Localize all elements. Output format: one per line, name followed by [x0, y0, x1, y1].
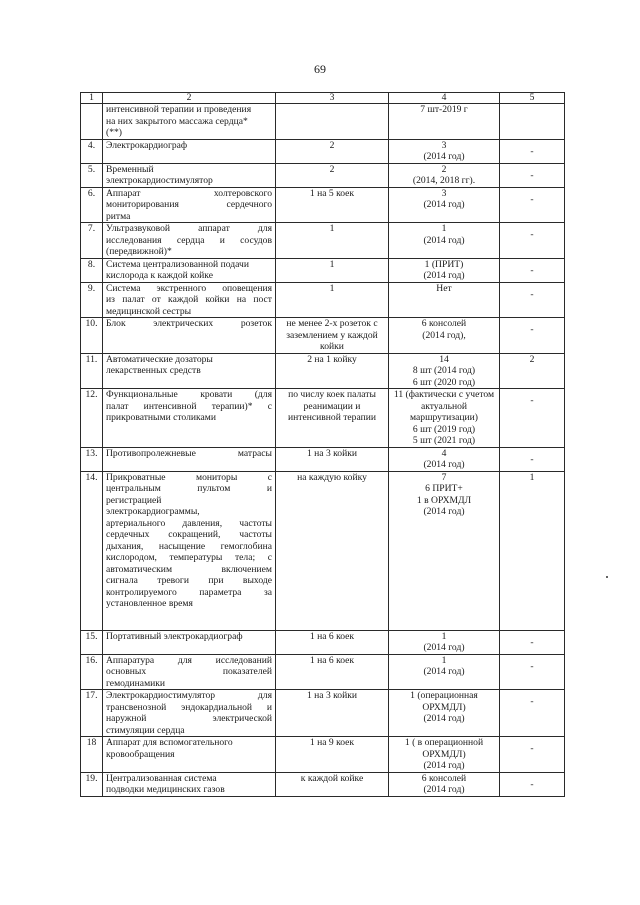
actual-quantity-line: 6 шт (2020 год): [412, 376, 476, 388]
shortage-quantity: -: [500, 447, 565, 471]
shortage-quantity: -: [500, 318, 565, 354]
actual-quantity-line: (2014 год): [423, 713, 465, 724]
equipment-name-line: Временный: [106, 163, 154, 175]
row-number: 12.: [81, 389, 103, 448]
shortage-quantity: -: [500, 163, 565, 187]
row-number: 18: [81, 737, 103, 773]
actual-quantity-line: 6 шт (2019 год): [412, 423, 476, 435]
table-row: [81, 630, 565, 654]
equipment-name-line: основных показателей: [106, 666, 272, 677]
required-quantity-line: 2: [329, 139, 335, 151]
required-quantity: [276, 104, 389, 140]
shortage-quantity: -: [500, 630, 565, 654]
equipment-name: [103, 139, 276, 163]
table-row: [81, 690, 565, 737]
row-number: [81, 104, 103, 140]
equipment-name: [103, 389, 276, 448]
actual-quantity-line: 6 консолей: [421, 772, 467, 784]
table-row: [81, 471, 565, 630]
equipment-name-line: мониторирования сердечного: [106, 199, 272, 210]
equipment-name-line: автоматическим включением: [106, 563, 272, 575]
shortage-quantity: -: [500, 654, 565, 690]
equipment-name-line: (**): [106, 127, 122, 138]
required-quantity-line: на каждую койку: [297, 471, 367, 483]
equipment-name-line: (передвижной)*: [106, 246, 172, 257]
shortage-quantity: 2: [500, 353, 565, 389]
equipment-name: [103, 318, 276, 354]
table-row: [81, 353, 565, 389]
equipment-name-line: сигнала тревоги при выходе: [106, 575, 272, 586]
table-row: [81, 223, 565, 259]
equipment-name: [103, 772, 276, 796]
equipment-name-line: лекарственных средств: [106, 365, 201, 376]
actual-quantity-line: 3: [441, 139, 447, 151]
equipment-name: [103, 447, 276, 471]
actual-quantity: [389, 654, 500, 690]
row-number: 6.: [81, 187, 103, 223]
required-quantity: [276, 223, 389, 259]
equipment-name: [103, 258, 276, 282]
row-number: 16.: [81, 654, 103, 690]
required-quantity: [276, 258, 389, 282]
actual-quantity: [389, 471, 500, 630]
required-quantity-line: 1 на 6 коек: [309, 654, 355, 666]
required-quantity-line: 2 на 1 койку: [307, 353, 357, 365]
equipment-name-line: Блок электрических розеток: [106, 318, 272, 329]
equipment-name-line: Электрокардиостимулятор для: [106, 690, 272, 701]
actual-quantity-line: маршрутизации): [410, 412, 478, 423]
equipment-name-line: Аппарат для вспомогательного: [106, 737, 233, 748]
equipment-name: [103, 690, 276, 737]
actual-quantity-line: (2014 год): [423, 642, 465, 653]
actual-quantity: [389, 223, 500, 259]
actual-quantity: [389, 139, 500, 163]
actual-quantity: [389, 318, 500, 354]
column-number-4: 4: [389, 93, 500, 104]
equipment-name-line: регистрацией: [106, 494, 162, 506]
required-quantity: [276, 690, 389, 737]
actual-quantity-line: (2014, 2018 гг).: [412, 175, 476, 186]
required-quantity: [276, 318, 389, 354]
actual-quantity-line: (2014 год): [423, 506, 465, 517]
row-number: 11.: [81, 353, 103, 389]
actual-quantity: [389, 690, 500, 737]
equipment-name-line: из палат от каждой койки на пост: [106, 294, 272, 305]
actual-quantity-line: 2: [441, 163, 447, 175]
actual-quantity: [389, 353, 500, 389]
required-quantity-line: 1: [329, 282, 335, 294]
equipment-name-line: Автоматические дозаторы: [106, 353, 213, 365]
equipment-name-line: Ультразвуковой аппарат для: [106, 223, 272, 234]
actual-quantity-line: (2014 год): [423, 459, 465, 470]
equipment-name: [103, 104, 276, 140]
equipment-name: [103, 630, 276, 654]
row-number: 13.: [81, 447, 103, 471]
shortage-quantity: [500, 104, 565, 140]
equipment-name-line: центральным пультом и: [106, 483, 272, 494]
table-row: [81, 737, 565, 773]
column-number-3: 3: [276, 93, 389, 104]
required-quantity-line: к каждой койке: [300, 772, 364, 784]
shortage-quantity: -: [500, 223, 565, 259]
shortage-quantity: 1: [500, 471, 565, 630]
equipment-name-line: электрокардиограммы,: [106, 506, 200, 517]
actual-quantity-line: (2014 год),: [422, 329, 466, 341]
table-row: [81, 772, 565, 796]
equipment-name-line: Централизованная система: [106, 772, 217, 784]
row-number: 10.: [81, 318, 103, 354]
required-quantity-line: 1 на 6 коек: [309, 630, 355, 642]
actual-quantity-line: (2014 год): [423, 199, 465, 210]
equipment-name-line: Система экстренного оповещения: [106, 282, 272, 294]
shortage-quantity: -: [500, 139, 565, 163]
equipment-name: [103, 223, 276, 259]
actual-quantity-line: 5 шт (2021 год): [412, 435, 476, 446]
table-row: [81, 318, 565, 354]
actual-quantity-line: 1: [441, 654, 447, 666]
equipment-name-line: дыхания, насыщение гемоглобина: [106, 540, 272, 552]
actual-quantity-line: 1: [441, 630, 447, 642]
equipment-name: [103, 187, 276, 223]
shortage-quantity: -: [500, 772, 565, 796]
equipment-name-line: подводки медицинских газов: [106, 784, 225, 795]
actual-quantity: [389, 447, 500, 471]
table-header-row: [81, 93, 565, 104]
actual-quantity-line: 1 в ОРХМДЛ: [416, 494, 472, 506]
shortage-quantity: -: [500, 690, 565, 737]
required-quantity: [276, 447, 389, 471]
equipment-name-line: палат интенсивной терапии)* с: [106, 400, 272, 412]
actual-quantity: [389, 258, 500, 282]
required-quantity-line: 1: [329, 223, 335, 234]
actual-quantity-line: (2014 год): [423, 151, 465, 162]
actual-quantity-line: ОРХМДЛ): [422, 701, 466, 713]
required-quantity-line: койки: [320, 341, 344, 352]
equipment-name-line: кислородом, температуры тела; с: [106, 552, 272, 563]
row-number: 8.: [81, 258, 103, 282]
required-quantity: [276, 654, 389, 690]
equipment-name: [103, 737, 276, 773]
equipment-name-line: гемодинамики: [106, 677, 166, 689]
actual-quantity-line: 6 ПРИТ+: [425, 483, 463, 494]
actual-quantity: [389, 282, 500, 318]
required-quantity-line: 1 на 3 койки: [306, 690, 358, 701]
row-number: 9.: [81, 282, 103, 318]
row-number: 19.: [81, 772, 103, 796]
actual-quantity-line: 14: [439, 353, 449, 365]
column-number-2: 2: [103, 93, 276, 104]
equipment-name: [103, 353, 276, 389]
required-quantity: [276, 353, 389, 389]
equipment-name-line: кислорода к каждой койке: [106, 270, 213, 281]
required-quantity: [276, 737, 389, 773]
required-quantity-line: интенсивной терапии: [287, 412, 377, 423]
required-quantity: [276, 187, 389, 223]
table-row: [81, 654, 565, 690]
actual-quantity-line: актуальной: [420, 400, 468, 412]
required-quantity-line: 2: [329, 163, 335, 175]
equipment-name-line: на них закрытого массажа сердца*: [106, 115, 248, 127]
row-number: 14.: [81, 471, 103, 630]
equipment-name-line: установленное время: [106, 598, 193, 609]
row-number: 7.: [81, 223, 103, 259]
actual-quantity: [389, 187, 500, 223]
required-quantity: [276, 282, 389, 318]
required-quantity: [276, 163, 389, 187]
required-quantity: [276, 389, 389, 448]
actual-quantity-line: (2014 год): [423, 666, 465, 677]
actual-quantity-line: 7 шт-2019 г: [420, 104, 468, 115]
row-number: 17.: [81, 690, 103, 737]
equipment-name: [103, 282, 276, 318]
row-number: 15.: [81, 630, 103, 654]
table-row: [81, 187, 565, 223]
equipment-name-line: Аппарат холтеровского: [106, 187, 272, 199]
equipment-name-line: кровообращения: [106, 748, 175, 760]
table-row: [81, 163, 565, 187]
actual-quantity: [389, 630, 500, 654]
actual-quantity-line: 1 (операционная: [410, 690, 478, 701]
required-quantity-line: 1 на 5 коек: [309, 187, 355, 199]
equipment-name-line: Система централизованной подачи: [106, 258, 249, 270]
actual-quantity-line: 11 (фактически с учетом: [393, 389, 495, 400]
required-quantity-line: по числу коек палаты: [288, 389, 376, 400]
actual-quantity-line: Нет: [436, 282, 452, 294]
actual-quantity: [389, 772, 500, 796]
actual-quantity-line: 7: [441, 471, 447, 483]
required-quantity: [276, 471, 389, 630]
equipment-name-line: исследования сердца и сосудов: [106, 234, 272, 246]
shortage-quantity: -: [500, 389, 565, 448]
table-row: [81, 447, 565, 471]
shortage-quantity: -: [500, 187, 565, 223]
actual-quantity: [389, 163, 500, 187]
equipment-name-line: сердечных сокращений, частоты: [106, 529, 272, 540]
actual-quantity-line: (2014 год): [423, 760, 465, 771]
equipment-name: [103, 163, 276, 187]
actual-quantity-line: 3: [441, 187, 447, 199]
equipment-name-line: артериального давления, частоты: [106, 517, 272, 529]
shortage-quantity: -: [500, 282, 565, 318]
required-quantity-line: не менее 2-х розеток с: [286, 318, 378, 329]
actual-quantity-line: 1: [441, 223, 447, 234]
equipment-name-line: Аппаратура для исследований: [106, 654, 272, 666]
column-number-5: 5: [500, 93, 565, 104]
equipment-name-line: контролируемого параметра за: [106, 586, 272, 598]
equipment-name-line: интенсивной терапии и проведения: [106, 104, 252, 115]
required-quantity: [276, 630, 389, 654]
table-row: [81, 104, 565, 140]
page-number: 69: [314, 62, 326, 76]
required-quantity: [276, 772, 389, 796]
actual-quantity-line: 4: [441, 447, 447, 459]
column-number-1: 1: [81, 93, 103, 104]
equipment-name-line: стимуляции сердца: [106, 724, 185, 736]
table-row: [81, 282, 565, 318]
actual-quantity-line: (2014 год): [423, 234, 465, 246]
required-quantity-line: 1 на 9 коек: [309, 737, 355, 748]
actual-quantity: [389, 389, 500, 448]
actual-quantity-line: 1 (ПРИТ): [424, 258, 464, 270]
equipment-name-line: ритма: [106, 210, 131, 222]
required-quantity-line: 1 на 3 койки: [306, 447, 358, 459]
actual-quantity-line: (2014 год): [423, 784, 465, 795]
row-number: 4.: [81, 139, 103, 163]
required-quantity-line: заземлением у каждой: [286, 329, 378, 341]
shortage-quantity: -: [500, 258, 565, 282]
equipment-name-line: медицинской сестры: [106, 305, 192, 317]
table-row: [81, 139, 565, 163]
actual-quantity-line: (2014 год): [423, 270, 465, 281]
equipment-table: [80, 92, 565, 797]
equipment-name-line: наружной электрической: [106, 713, 272, 724]
equipment-name-line: трансвенозной эндокардиальной и: [106, 701, 272, 713]
shortage-quantity: -: [500, 737, 565, 773]
equipment-name-line: Электрокардиограф: [106, 139, 188, 151]
equipment-name-line: прикроватными столиками: [106, 412, 217, 423]
required-quantity-line: реанимации и: [303, 400, 361, 412]
equipment-table-body: [81, 93, 565, 797]
table-row: [81, 258, 565, 282]
scan-speck: [606, 576, 608, 578]
equipment-name: [103, 471, 276, 630]
equipment-name-line: Функциональные кровати (для: [106, 389, 272, 400]
required-quantity-line: 1: [329, 258, 335, 270]
actual-quantity: [389, 737, 500, 773]
table-row: [81, 389, 565, 448]
actual-quantity-line: 6 консолей: [421, 318, 467, 329]
row-number: 5.: [81, 163, 103, 187]
equipment-name-line: Прикроватные мониторы с: [106, 471, 272, 483]
actual-quantity-line: 1 ( в операционной: [404, 737, 484, 748]
equipment-name-line: Портативный электрокардиограф: [106, 630, 243, 642]
equipment-name: [103, 654, 276, 690]
required-quantity: [276, 139, 389, 163]
equipment-name-line: электрокардиостимулятор: [106, 175, 213, 186]
actual-quantity-line: 8 шт (2014 год): [412, 365, 476, 376]
actual-quantity: [389, 104, 500, 140]
actual-quantity-line: ОРХМДЛ): [422, 748, 466, 760]
equipment-name-line: Противопролежневые матрасы: [106, 447, 272, 459]
